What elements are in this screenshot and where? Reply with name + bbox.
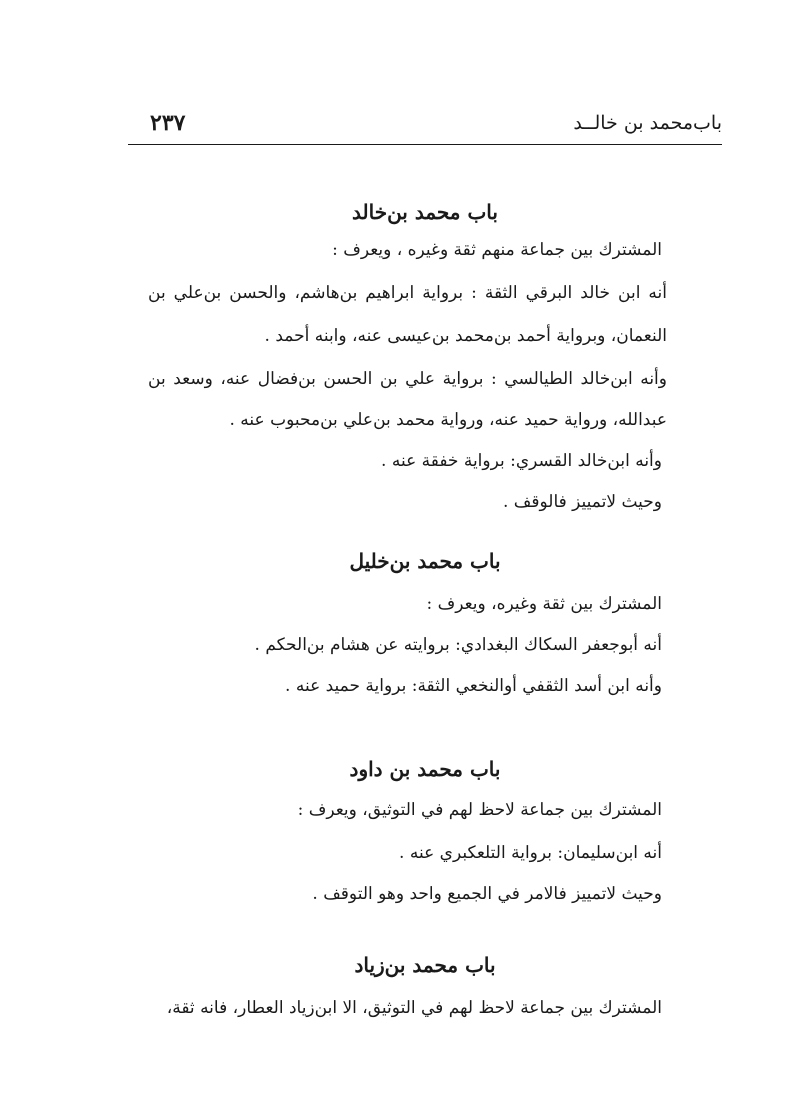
- text-line: المشترك بين جماعة منهم ثقة وغيره ، ويعرف :: [332, 240, 662, 260]
- text-line: وحيث لاتمييز فالوقف .: [502, 492, 662, 512]
- text-line: أنه أبوجعفر السكاك البغدادي: بروايته عن هشام بن‌الحكم .: [254, 635, 662, 655]
- text-line: النعمان، وبرواية أحمد بن‌محمد بن‌عيسى عنه، وابنه أحمد .: [264, 326, 667, 346]
- text-line: المشترك بين جماعة لاحظ لهم في التوثيق، الا ابن‌زياد العطار، فانه ثقة،: [166, 998, 662, 1018]
- running-header-title: باب‌محمد بن خالــد: [573, 112, 722, 134]
- running-header: [128, 108, 722, 145]
- text-line: وأنه ابن‌خالد الطيالسي : برواية علي بن الحسن بن‌فضال عنه، وسعد بن: [148, 369, 667, 389]
- page-number: ٢٣٧: [150, 110, 186, 136]
- text-line: وحيث لاتمييز فالامر في الجميع واحد وهو التوقف .: [312, 884, 662, 904]
- text-line: وأنه ابن‌خالد القسري: برواية خفقة عنه .: [381, 451, 662, 471]
- text-line: المشترك بين ثقة وغيره، ويعرف :: [426, 594, 662, 614]
- text-line: المشترك بين جماعة لاحظ لهم في التوثيق، ويعرف :: [297, 800, 662, 820]
- section-title: باب محمد بن‌خليل: [349, 549, 501, 573]
- text-line: أنه ابن‌سليمان: برواية التلعكبري عنه .: [399, 843, 662, 863]
- text-line: وأنه ابن أسد الثقفي أوالنخعي الثقة: برواية حميد عنه .: [285, 676, 662, 696]
- text-line: عبدالله، ورواية حميد عنه، ورواية محمد بن‌علي بن‌محبوب عنه .: [229, 410, 667, 430]
- section-title: باب محمد بن‌خالد: [352, 200, 498, 224]
- text-line: أنه ابن خالد البرقي الثقة : برواية ابراهيم بن‌هاشم، والحسن بن‌علي بن: [148, 283, 667, 303]
- section-title: باب محمد بن داود: [349, 757, 501, 781]
- section-title: باب محمد بن‌زياد: [354, 953, 496, 977]
